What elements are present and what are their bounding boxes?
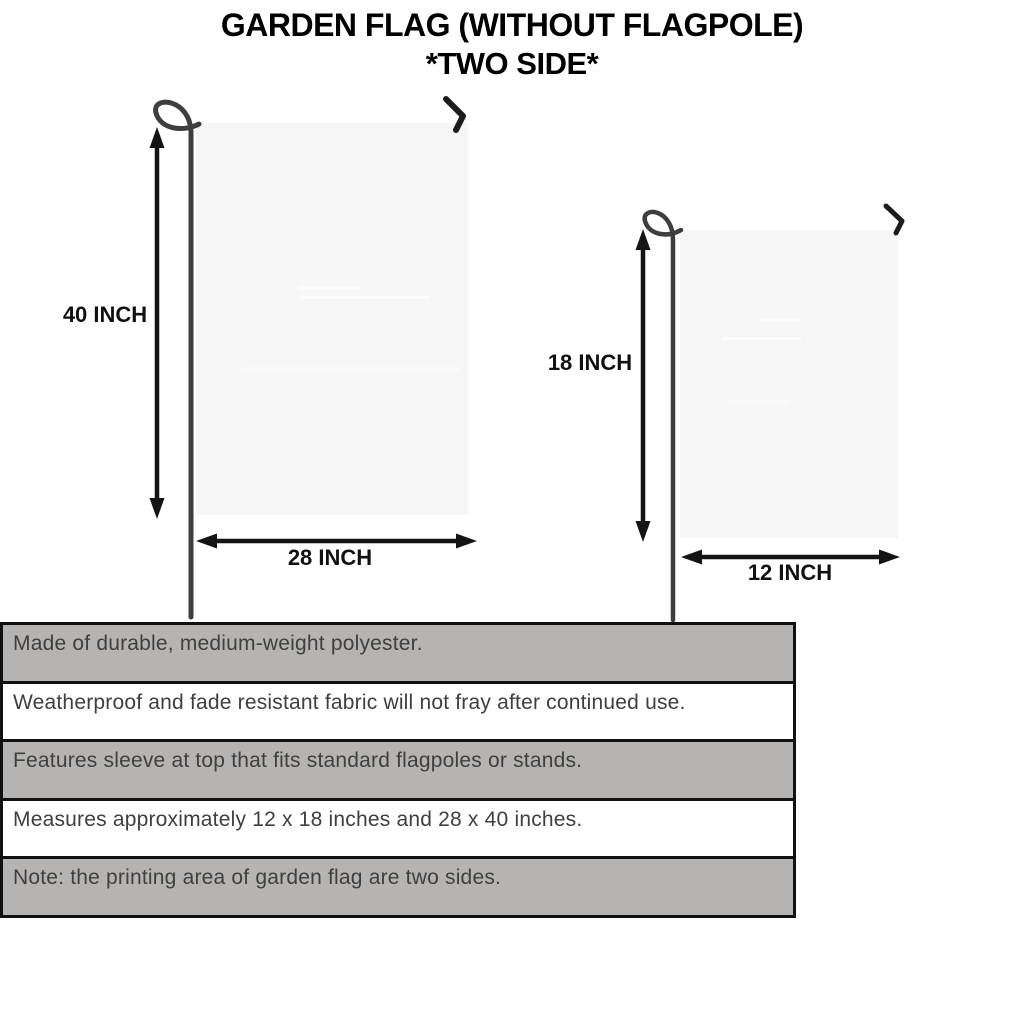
height-arrow-small — [636, 229, 651, 542]
width-label-small: 12 INCH — [747, 560, 833, 585]
width-label-large: 28 INCH — [287, 545, 373, 570]
feature-row — [3, 801, 793, 860]
feature-row — [3, 859, 793, 915]
title-line-2: *TWO SIDE* — [425, 46, 599, 81]
wrinkle-highlight — [760, 318, 800, 322]
feature-text: Note: the printing area of garden flag are two sides. — [13, 866, 502, 890]
page-title — [0, 5, 1024, 82]
feature-row — [3, 742, 793, 801]
wrinkle-highlight — [726, 400, 790, 404]
small-flag-canvas — [680, 230, 898, 538]
feature-text: Weatherproof and fade resistant fabric will not fray after continued use. — [13, 690, 686, 714]
flagpole-icon — [156, 102, 199, 617]
wrinkle-highlight — [722, 337, 802, 340]
title-line-1: GARDEN FLAG (WITHOUT FLAGPOLE) — [220, 7, 804, 43]
wrinkle-highlight — [300, 296, 430, 299]
feature-text: Features sleeve at top that fits standard flagpoles or stands. — [13, 749, 583, 773]
wrinkle-highlight — [240, 367, 460, 373]
height-label-large: 40 INCH — [62, 302, 148, 327]
feature-row — [3, 625, 793, 684]
flagpole-icon — [645, 212, 681, 620]
feature-text: Measures approximately 12 x 18 inches and 28 x 40 inches. — [13, 807, 583, 831]
pole-hook-icon — [886, 206, 902, 233]
features-table — [0, 622, 796, 918]
wrinkle-highlight — [298, 286, 360, 290]
large-flag-canvas — [196, 123, 468, 515]
height-label-small: 18 INCH — [547, 350, 633, 375]
feature-row — [3, 684, 793, 743]
feature-text: Made of durable, medium-weight polyester. — [13, 632, 423, 655]
